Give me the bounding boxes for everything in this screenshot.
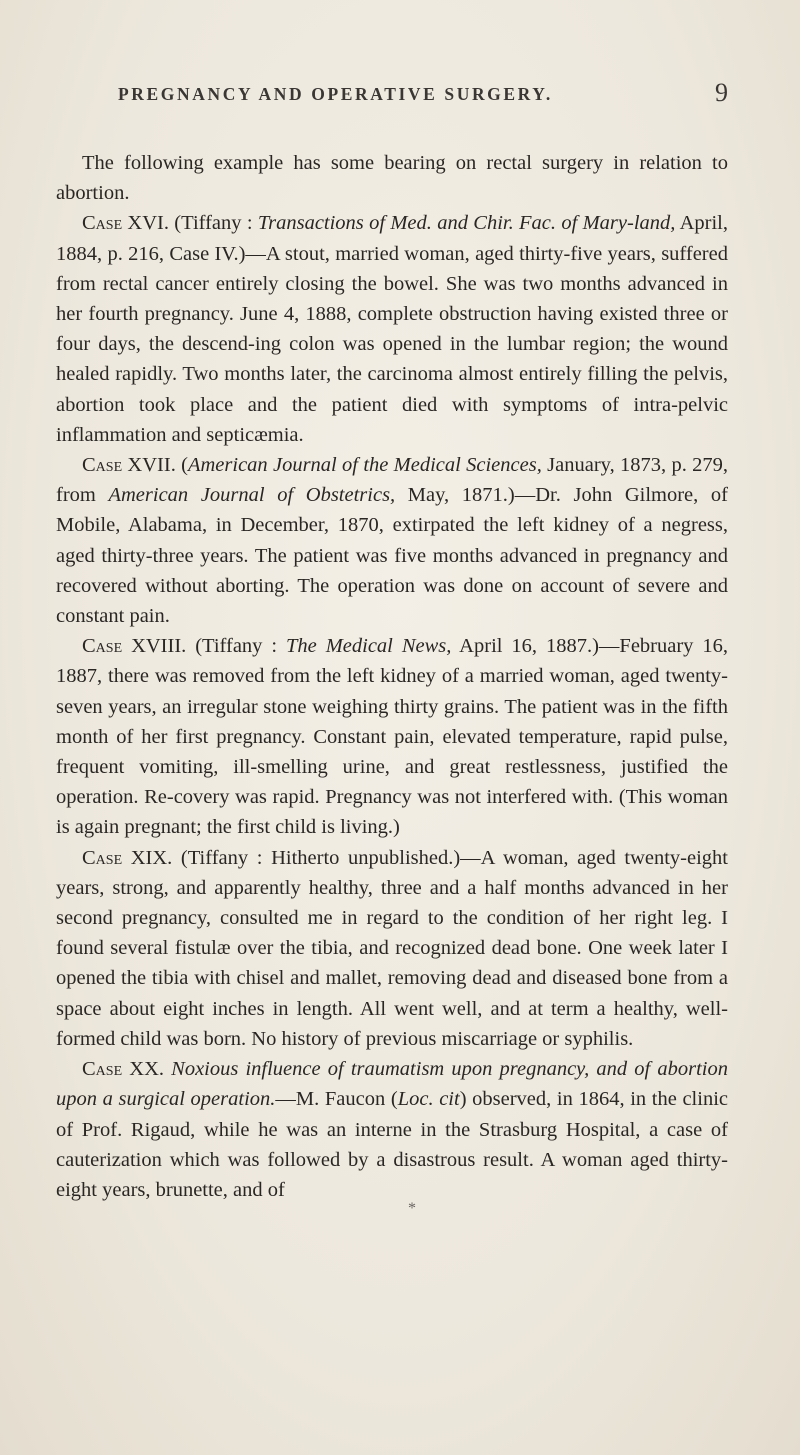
running-head: PREGNANCY AND OPERATIVE SURGERY. bbox=[118, 84, 553, 104]
citation-italic: American Journal of the Medical Sciences, bbox=[187, 454, 542, 477]
paragraph bbox=[56, 450, 728, 631]
paragraph bbox=[56, 208, 728, 450]
text-run: (Tiffany : bbox=[169, 212, 258, 235]
case-label: Case XVII. bbox=[82, 454, 176, 477]
text-run: —M. Faucon ( bbox=[275, 1088, 398, 1111]
text-run: May, 1871.)—Dr. John Gilmore, of Mobile, Alabama, in December, 1870, extirpated the left kidney of a negress, aged thirty-three years. The patient was five months advanced in pregnancy and recovered without aborting. The operation was done on account of severe and constant pain. bbox=[56, 484, 728, 628]
paragraph bbox=[56, 1054, 728, 1205]
text-run: (Tiffany : Hitherto unpublished.)—A woman, aged twenty-eight years, strong, and apparently healthy, three and a half months advanced in her second pregnancy, consulted me in regard to the condition of her right leg. I found several fistulæ over the tibia, and recognized dead bone. One week later I opened the tibia with chisel and mallet, removing dead and diseased bone from a space about eight inches in length. All went well, and at term a healthy, well-formed child was born. No history of previous miscarriage or syphilis. bbox=[56, 846, 729, 1050]
case-label: Case XIX. bbox=[82, 846, 173, 869]
text-run: April, 1884, p. 216, Case IV.)—A stout, married woman, aged thirty-five years, suffered from rectal cancer entirely closing the bowel. She was two months advanced in her fourth pregnancy. June 4, 1888, complete obstruction having existed three or four days, the descend-ing colon was opened in the lumbar region; the wound healed rapidly. Two months later, the carcinoma almost entirely filling the pelvis, abortion took place and the patient died with symptoms of intra-pelvic inflammation and septicæmia. bbox=[56, 212, 728, 446]
signature-mark: * bbox=[408, 1200, 416, 1217]
citation-italic: Noxious influence of traumatism upon pregnancy, and of abortion upon a surgical operation. bbox=[56, 1058, 729, 1111]
citation-italic: Transactions of Med. and Chir. Fac. of Mary-land, bbox=[257, 212, 676, 235]
text-run: April 16, 1887.)—February 16, 1887, there was removed from the left kidney of a married woman, aged twenty-seven years, an irregular stone weighing thirty grains. The patient was in the fifth month of her first pregnancy. Constant pain, elevated temperature, rapid pulse, frequent vomiting, ill-smelling urine, and great restlessness, justified the operation. Re-covery was rapid. Pregnancy was not interfered with. (This woman is again pregnant; the first child is living.) bbox=[56, 635, 728, 839]
case-label: Case XVI. bbox=[82, 212, 169, 235]
case-label: Case XX. bbox=[82, 1058, 164, 1081]
text-run: The following example has some bearing on rectal surgery in relation to abortion. bbox=[56, 152, 728, 205]
text-run: January, 1873, p. 279, from bbox=[56, 454, 729, 507]
text-run: ) observed, in 1864, in the clinic of Prof. Rigaud, while he was an interne in the Strasburg Hospital, a case of cauterization which was followed by a disastrous result. A woman aged thirty-eight years, brunette, and of bbox=[56, 1088, 728, 1201]
citation-italic: Loc. cit bbox=[397, 1088, 460, 1111]
page-number: 9 bbox=[715, 78, 728, 107]
citation-italic: The Medical News, bbox=[286, 635, 452, 658]
body-text bbox=[56, 148, 728, 1205]
paragraph bbox=[56, 631, 728, 842]
text-run: (Tiffany : bbox=[186, 635, 287, 658]
paragraph bbox=[56, 843, 728, 1054]
page-header bbox=[118, 78, 728, 118]
text-run: ( bbox=[175, 454, 188, 477]
case-label: Case XVIII. bbox=[82, 635, 187, 658]
citation-italic: American Journal of Obstetrics, bbox=[108, 484, 396, 507]
paragraph bbox=[56, 148, 728, 208]
